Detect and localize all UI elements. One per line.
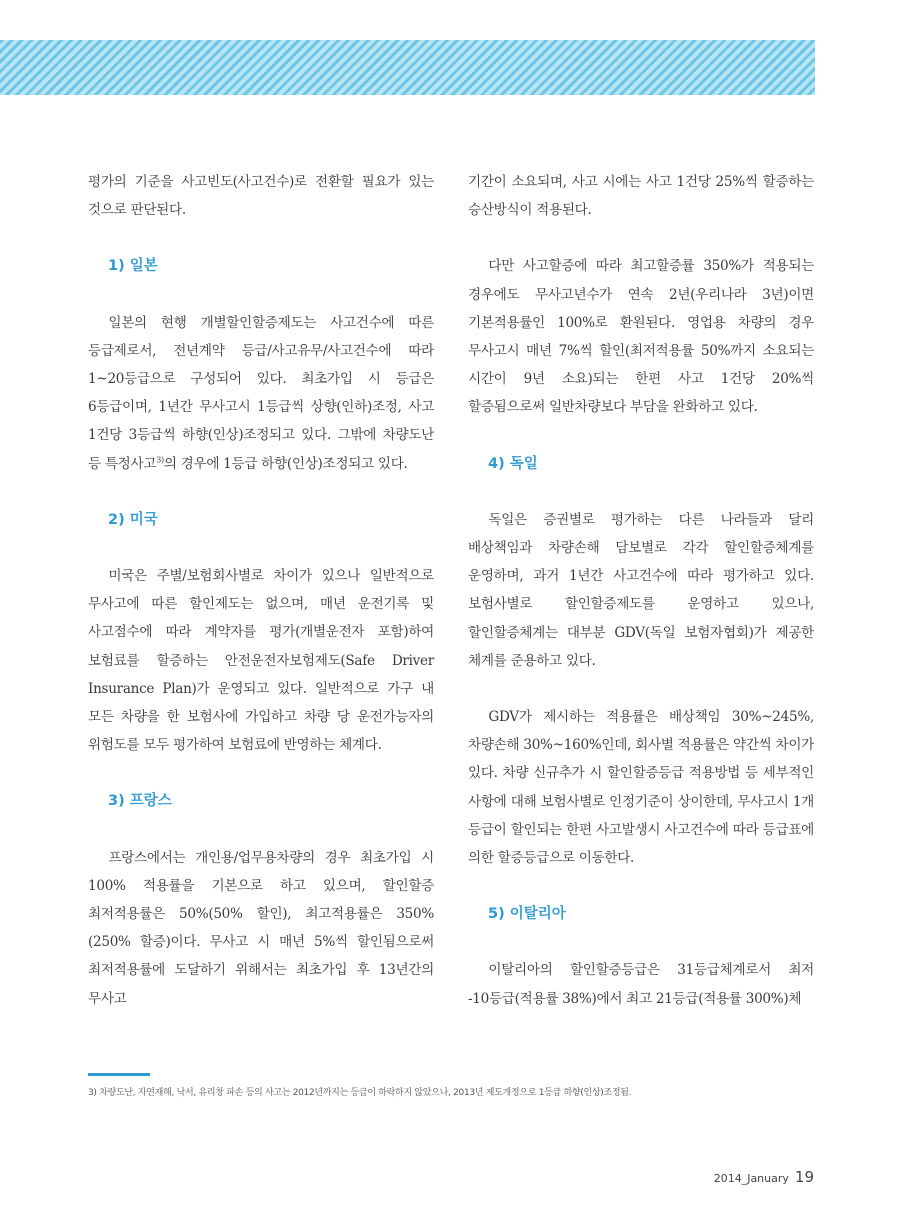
right-column [468, 168, 814, 1041]
paragraph-germany-2: GDV가 제시하는 적용률은 배상책임 30%~245%, 차량손해 30%~160%인데, 회사별 적용률은 약간씩 차이가 있다. 차량 신규추가 시 할인할증등급 적용방법 등 세부적인 사항에 대해 보험사별로 인정기준이 상이한데, 무사고시 1개 등급이 할인되는 한편 사고발생시 사고건수에 따라 등급표에 의한 할증등급으로 이동한다. [468, 709, 814, 867]
section-heading-france: 3) 프랑스 [108, 793, 172, 810]
section-heading-japan: 1) 일본 [108, 258, 158, 275]
paragraph-france: 프랑스에서는 개인용/업무용차량의 경우 최초가입 시 100% 적용률을 기본으로 하고 있으며, 할인할증 최저적용률은 50%(50% 할인), 최고적용률은 350%(250% 할증)이다. 무사고 시 매년 5%씩 할인됨으로써 최저적용률에 도달하기 위해서는 최초가입 후 13년간의 무사고 [88, 849, 434, 1007]
issue-label: 2014_January [713, 1172, 789, 1185]
left-column [88, 168, 434, 1041]
paragraph-italy: 이탈리아의 할인할증등급은 31등급체계로서 최저 -10등급(적용률 38%)에서 최고 21등급(적용률 300%)체 [468, 962, 814, 1007]
paragraph-intro: 평가의 기준을 사고빈도(사고건수)로 전환할 필요가 있는 것으로 판단된다. [88, 174, 434, 219]
page-number: 19 [794, 1168, 814, 1186]
footnote-divider [88, 1073, 150, 1076]
paragraph-usa: 미국은 주별/보험회사별로 차이가 있으나 일반적으로 무사고에 따른 할인제도는 없으며, 매년 운전기록 및 사고점수에 따라 계약자를 평가(개별운전자 포함)하여 보험료를 할증하는 안전운전자보험제도(Safe Driver Insurance Plan)가 운영되고 있다. 일반적으로 가구 내 모든 차량을 한 보험사에 가입하고 차량 당 운전가능자의 위험도를 모두 평가하여 보험료에 반영하는 체계다. [88, 568, 434, 754]
footnote-text: 3) 차량도난, 자연재해, 낙서, 유리창 파손 등의 사고는 2012년까지는 등급이 하락하지 않았으나, 2013년 제도개정으로 1등급 하향(인상)조정됨. [88, 1088, 632, 1098]
section-heading-usa: 2) 미국 [108, 511, 158, 528]
footnote-marker-3[interactable]: 3) [156, 455, 164, 465]
paragraph-japan-text-b: 의 경우에 1등급 하향(인상)조정되고 있다. [163, 455, 408, 472]
paragraph-france-continued: 기간이 소요되며, 사고 시에는 사고 1건당 25%씩 할증하는 승산방식이 적용된다. [468, 174, 814, 219]
paragraph-japan-text-a: 일본의 현행 개별할인할증제도는 사고건수에 따른 등급제로서, 전년계약 등급/사고유무/사고건수에 따라 1~20등급으로 구성되어 있다. 최초가입 시 등급은 6등급이며, 1년간 무사고시 1등급씩 상향(인하)조정, 사고 1건당 3등급씩 하향(인상)조정되고 있다. 그밖에 차량도난 등 특정사고 [88, 314, 434, 472]
section-heading-italy: 5) 이탈리아 [488, 906, 566, 923]
paragraph-france-2: 다만 사고할증에 따라 최고할증률 350%가 적용되는 경우에도 무사고년수가 연속 2년(우리나라 3년)이면 기본적용률인 100%로 환원된다. 영업용 차량의 경우 무사고시 매년 7%씩 할인(최저적용률 50%까지 소요되는 시간이 9년 소요)되는 한편 사고 1건당 20%씩 할증됨으로써 일반차량보다 부담을 완화하고 있다. [468, 258, 814, 416]
page-footer [714, 1167, 814, 1186]
paragraph-germany-1: 독일은 증권별로 평가하는 다른 나라들과 달리 배상책임과 차량손해 담보별로 각각 할인할증체계를 운영하며, 과거 1년간 사고건수에 따라 평가하고 있다. 보험사별로 할인할증제도를 운영하고 있으나, 할인할증체계는 대부분 GDV(독일 보험자협회)가 제공한 체계를 준용하고 있다. [468, 511, 814, 669]
header-stripe-band [0, 40, 815, 95]
paragraph-japan [88, 309, 434, 478]
section-heading-germany: 4) 독일 [488, 455, 538, 472]
